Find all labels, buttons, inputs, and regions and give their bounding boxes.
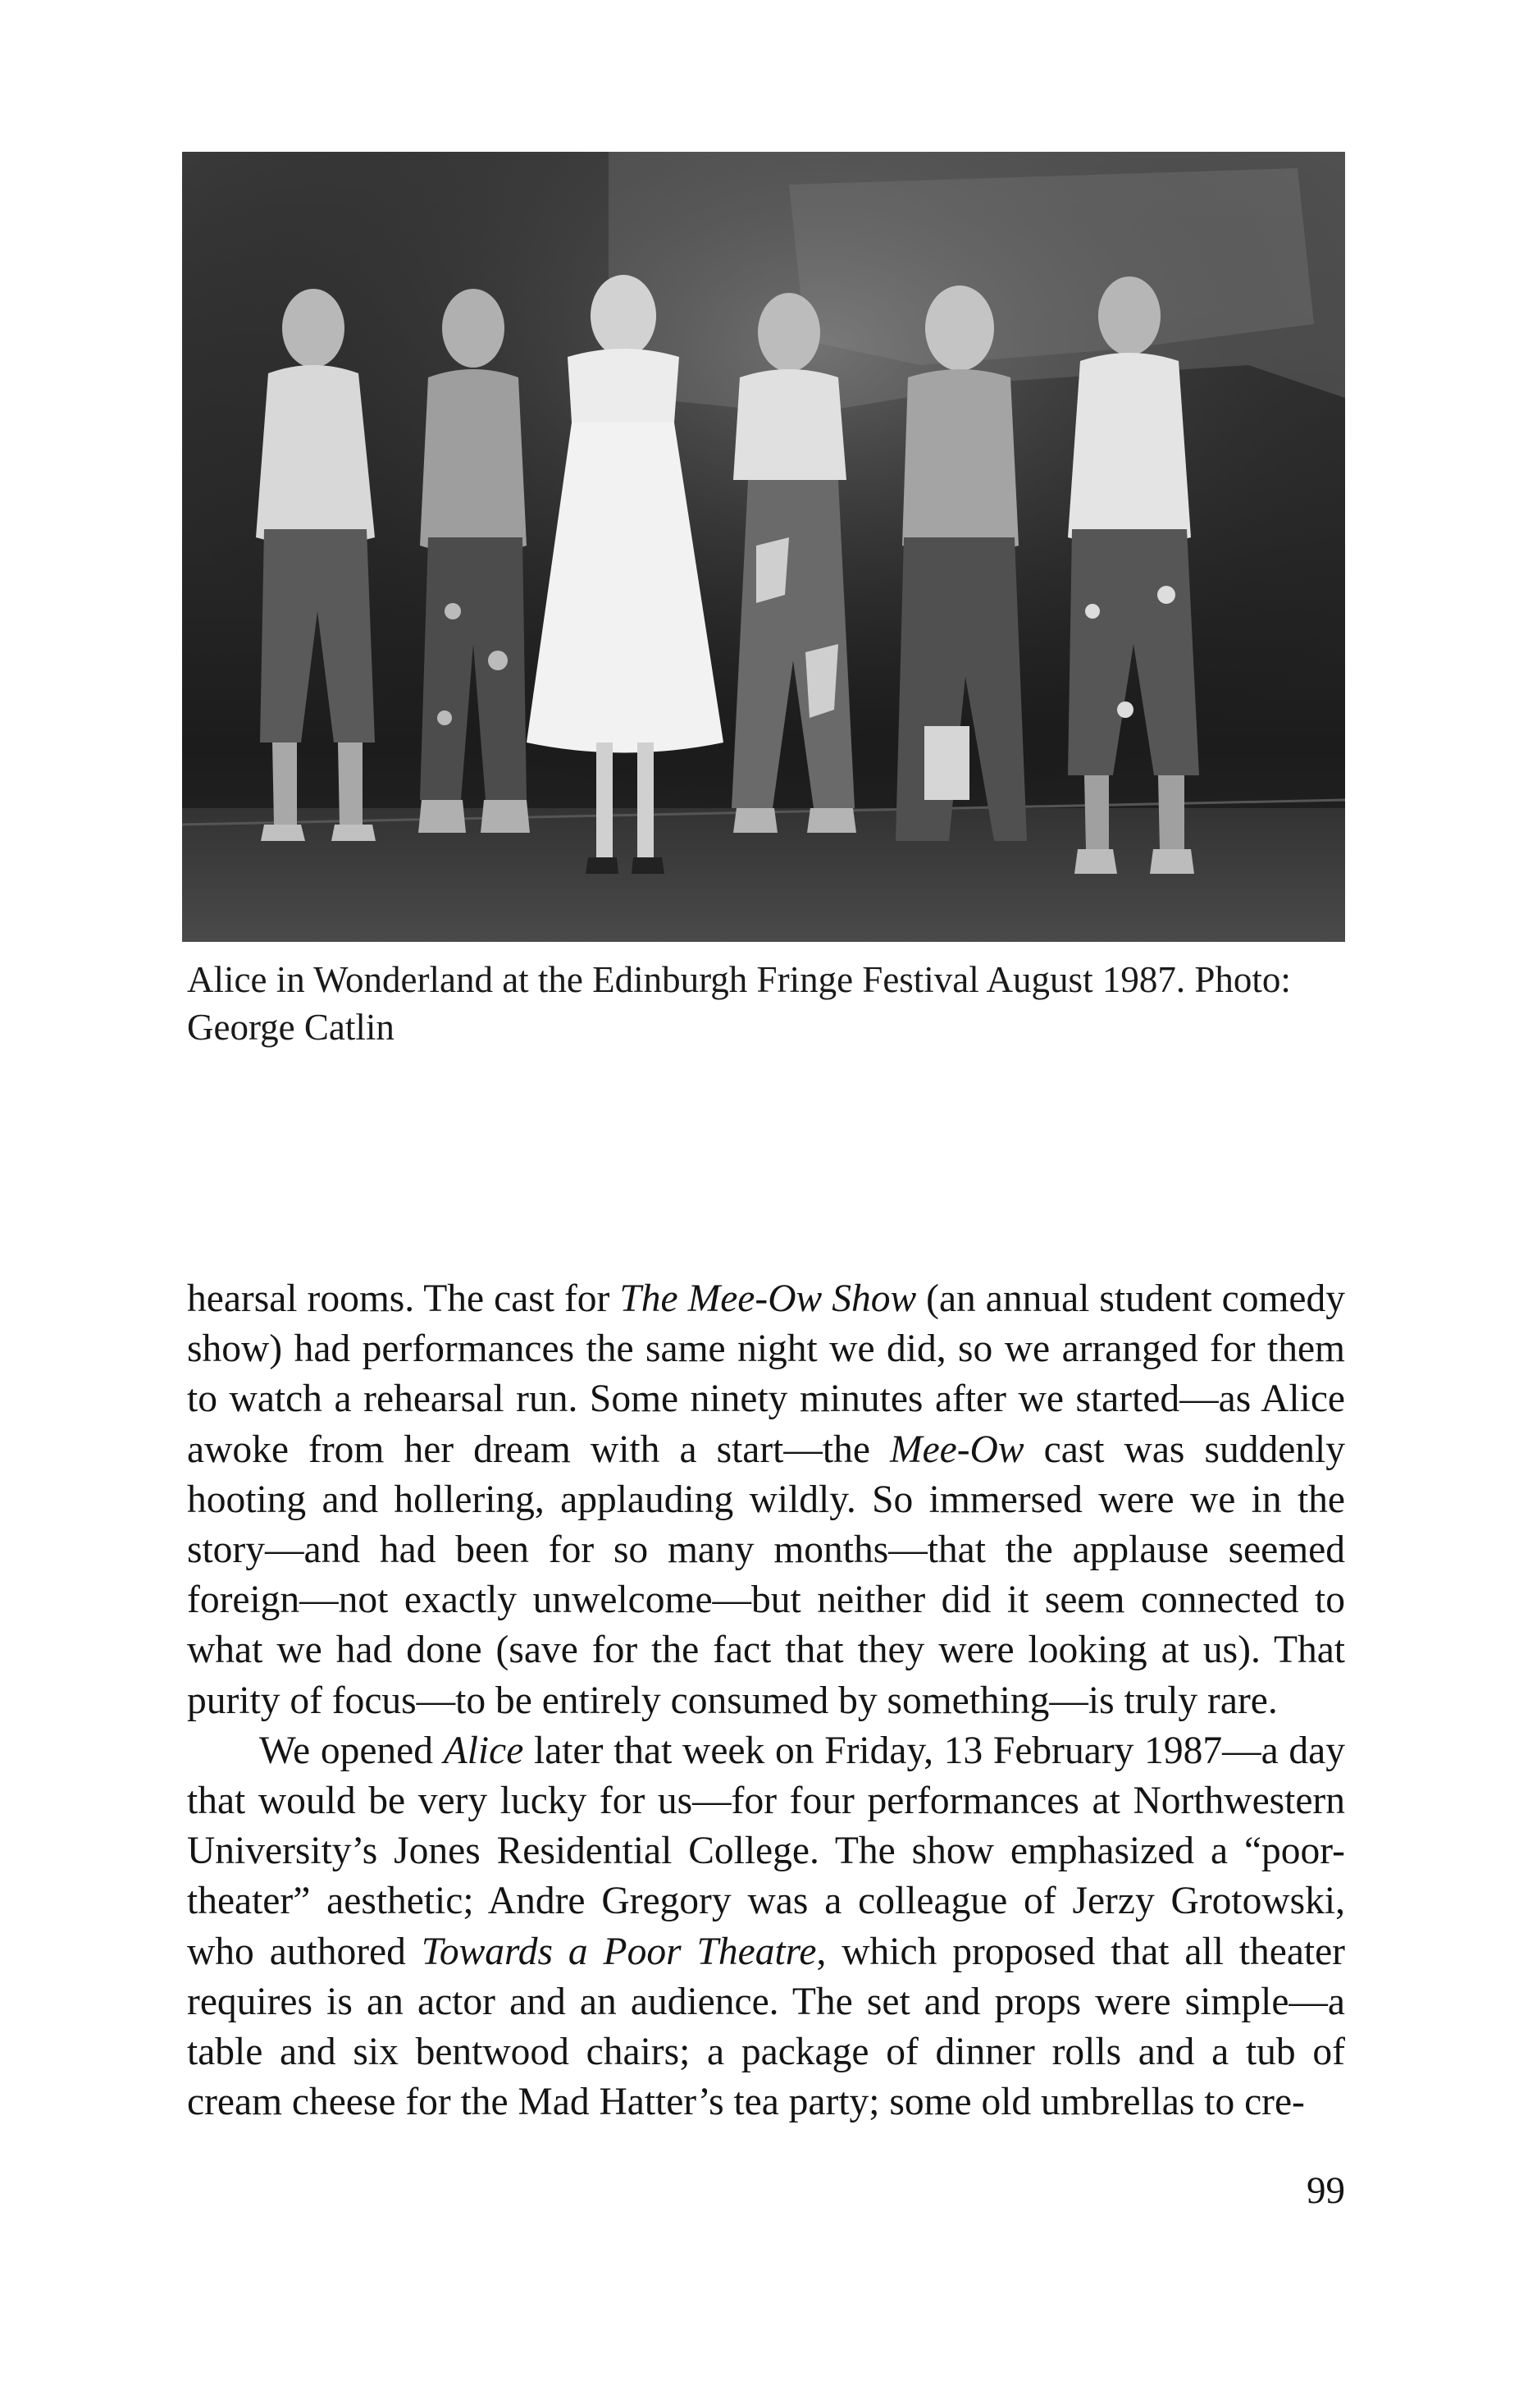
paragraph xyxy=(187,1726,1345,2128)
italic-title: Towards a Poor Theatre xyxy=(421,1930,817,1973)
paragraph-text: , which proposed that all theater requires is an actor and an audience. The set and props were simple—a table and six bentwood chairs; a package of dinner rolls and a tub of cream cheese for the Mad Hatter’s tea party; some old umbrellas to cre- xyxy=(187,1930,1345,2124)
page-number: 99 xyxy=(1307,2169,1345,2212)
body-text xyxy=(187,1274,1345,2127)
paragraph-text: hearsal rooms. The cast for xyxy=(187,1277,620,1320)
stage-photo-image xyxy=(182,152,1345,942)
italic-title: Alice xyxy=(443,1729,524,1772)
italic-title: The Mee-Ow Show xyxy=(619,1277,917,1320)
italic-title: Mee-Ow xyxy=(890,1428,1024,1471)
paragraph-text: later that week on Friday, 13 February 1987—a day that would be very lucky for us—for four performances at Northwestern University’s Jones Residential College. The show emphasized a “poor-theater” aesthetic; Andre Gregory was a colleague of Jerzy Grotowski, who authored xyxy=(187,1729,1346,1973)
paragraph xyxy=(187,1274,1345,1726)
paragraph-text: (an annual student comedy show) had performances the same night we did, so we arranged for them to watch a rehearsal run. Some ninety minutes after we started—as Alice awoke from her dream with a start—the xyxy=(187,1277,1345,1471)
figure-caption: Alice in Wonderland at the Edinburgh Fringe Festival August 1987. Photo: George Catlin xyxy=(187,959,1291,1048)
paragraph-text: We opened xyxy=(259,1729,444,1772)
stage-photo xyxy=(182,152,1345,942)
paragraph-text: cast was suddenly hooting and hollering, applauding wildly. So immersed were we in the story—and had been for so many months—that the applause seemed foreign—not exactly unwelcome—but neither did it seem connected to what we had done (save for the fact that they were looking at us). That purity of focus—to be entirely consumed by something—is truly rare. xyxy=(187,1428,1346,1722)
